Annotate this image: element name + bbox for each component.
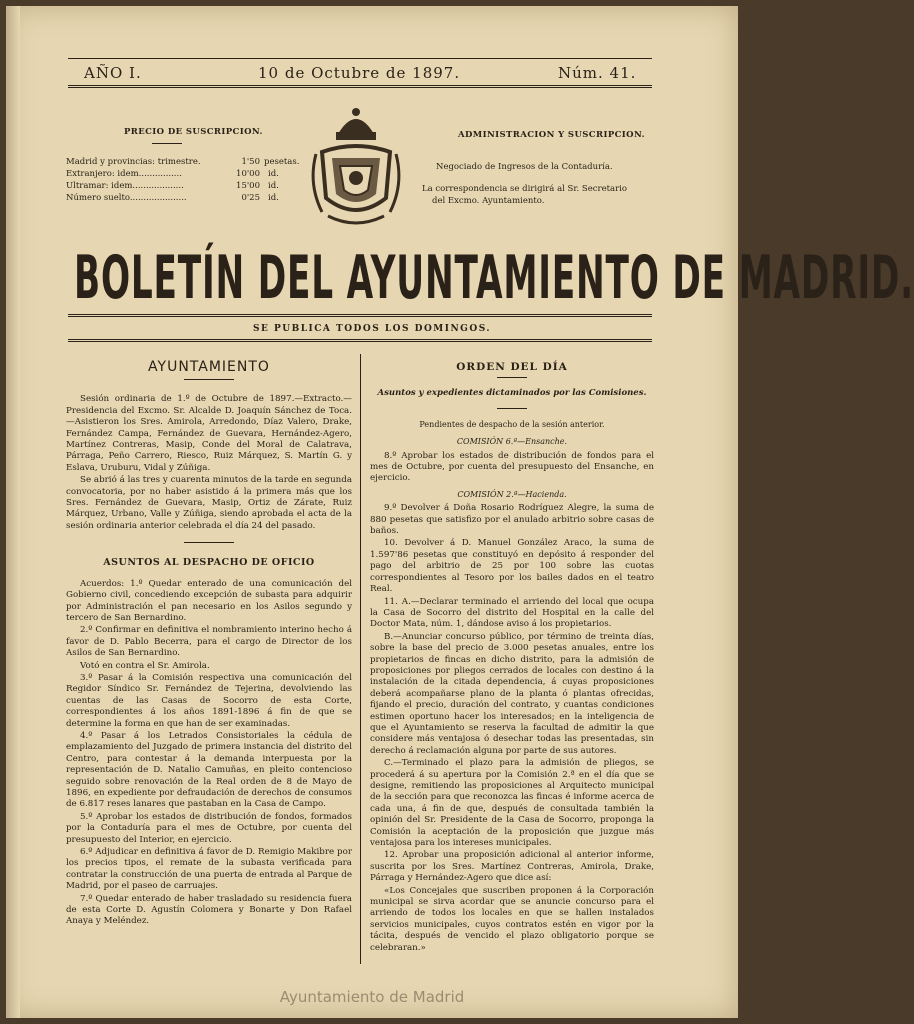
price-value: 15'00: [236, 181, 260, 191]
price-row: [66, 192, 316, 204]
issue-number: Núm. 41.: [558, 64, 637, 82]
column-divider: [360, 354, 361, 964]
price-row: [66, 180, 316, 192]
masthead-title: BOLETÍN DEL AYUNTAMIENTO DE MADRID.: [74, 244, 914, 313]
price-row: [66, 156, 316, 168]
subscription-table: [66, 156, 316, 204]
section-divider: [497, 408, 527, 409]
section-divider: [184, 542, 234, 543]
agreement-7: 7.º Quedar enterado de haber trasladado su residencia fuera de esta Corte D. Agustín Colomera y Bonarte y Don Rafael Anaya y Meléndez.: [66, 893, 352, 927]
agreement-3: 3.º Pasar á la Comisión respectiva una comunicación del Regidor Síndico Sr. Fernández de Tejerina, devolviendo las cuentas de las Casas de Socorro de esta Corte, correspondientes á los años 1891-1896 á fin de que se determine la forma en que han de ser examinadas.: [66, 672, 352, 729]
administration-heading: ADMINISTRACION Y SUSCRIPCION.: [458, 130, 645, 140]
administration-line3: del Excmo. Ayuntamiento.: [432, 196, 545, 206]
section-title-orden-del-dia: ORDEN DEL DÍA: [456, 361, 568, 373]
right-column: [370, 358, 654, 955]
agreement-2: 2.º Confirmar en definitiva el nombramiento interino hecho á favor de D. Pablo Becerra, para el cargo de Director de los Asilos de San Bernardino.: [66, 625, 352, 659]
left-column: [66, 358, 352, 929]
tagline: SE PUBLICA TODOS LOS DOMINGOS.: [252, 324, 492, 334]
agenda-subtitle: Asuntos y expedientes dictaminados por las Comisiones.: [377, 388, 647, 399]
year: AÑO I.: [84, 64, 142, 82]
coat-of-arms-icon: [308, 104, 404, 230]
agreement-6: 6.º Adjudicar en definitiva á favor de D. Remigio Makibre por los precios tipos, el remate de la subasta verificada para contratar la construcción de una puerta de entrada al Parque de Madrid, por el paseo de carruajes.: [66, 847, 352, 892]
newspaper-page: [6, 6, 914, 1018]
subscription-heading: PRECIO DE SUSCRIPCION.: [124, 127, 263, 137]
section-divider: [497, 377, 527, 378]
item-11b: B.—Anunciar concurso público, por término de treinta días, sobre la base del precio de 3.000 pesetas anuales, entre los propietarios de fincas en dicho distrito, para la admisión de proposiciones por pliegos cerrados de locales con destino á la instalación de la citada dependencia, á cuyas proposiciones deberá acompañarse plano de la planta ó plantas ofrecidas, fijando el precio, duración del contrato, y cuantas condiciones estimen oportuno hacer los interesados; en la inteligencia de que el Ayuntamiento se reserva la facultad de admitir la que considere más ventajosa ó desechar todas las presentadas, sin derecho á reclamación alguna por parte de sus autores.: [370, 631, 654, 756]
administration-line2: La correspondencia se dirigirá al Sr. Secretario: [422, 184, 628, 194]
item-12-quote: «Los Concejales que suscriben proponen á la Corporación municipal se sirva acordar que se anuncie concurso para el arriendo de todos los locales en que se hallen instalados servicios municipales, cuyos contratos estén en vigor por la tácita, después de vencido el plazo obligatorio porque se celebraran.»: [370, 885, 654, 953]
item-9: 9.º Devolver á Doña Rosario Rodríguez Alegre, la suma de 880 pesetas que satisfizo por el anulado arbitrio sobre casas de baños.: [370, 503, 654, 537]
item-8: 8.º Aprobar los estados de distribución de fondos para el mes de Octubre, por cuenta del presupuesto del Ensanche, en ejercicio.: [370, 450, 654, 484]
masthead-rule: [68, 314, 652, 320]
price-unit: id.: [268, 193, 279, 203]
price-label: Madrid y provincias: trimestre.: [66, 157, 201, 167]
subsection-title: ASUNTOS AL DESPACHO DE OFICIO: [103, 557, 315, 569]
price-label: Número suelto.....................: [66, 193, 187, 203]
price-label: Ultramar: idem...................: [66, 181, 184, 191]
agreement-1: Acuerdos: 1.º Quedar enterado de una comunicación del Gobierno civil, concediendo excepción de subasta para adquirir por Administración el pan necesario en los Asilos segundo y tercero de San Bernardino.: [66, 578, 352, 623]
price-row: [66, 168, 316, 180]
agreement-2-vote: Votó en contra el Sr. Amirola.: [80, 660, 210, 671]
commission-6: COMISIÓN 6.ª—Ensanche.: [456, 437, 568, 447]
price-unit: pesetas.: [264, 157, 300, 167]
commission-2: COMISIÓN 2.ª—Hacienda.: [457, 489, 567, 499]
price-label: Extranjero: idem................: [66, 169, 182, 179]
top-rule: [68, 58, 652, 59]
section-divider: [184, 379, 234, 380]
section-title-ayuntamiento: AYUNTAMIENTO: [148, 359, 270, 375]
page-spine: [6, 6, 20, 1018]
price-value: 0'25: [241, 193, 260, 203]
price-value: 10'00: [236, 169, 260, 179]
pending-note: Pendientes de despacho de la sesión anterior.: [419, 419, 605, 429]
item-11c: C.—Terminado el plazo para la admisión de pliegos, se procederá á su apertura por la Comisión 2.ª en el día que se designe, remitiendo las proposiciones al Arquitecto municipal de la sección para que reconozca las fincas é informe acerca de cada una, á fin de que, después de consultada también la opinión del Sr. Presidente de la Casa de Socorro, proponga la Comisión la aceptación de la proposición que juzgue más ventajosa para los intereses municipales.: [370, 758, 654, 849]
item-10: 10. Devolver á D. Manuel González Araco, la suma de 1.597'86 pesetas que constituyó en depósito á responder del pago del arbitrio de 25 por 100 sobre las cuotas correspondientes al Tesoro por los bailes dados en el teatro Real.: [370, 538, 654, 595]
session-summary: Sesión ordinaria de 1.º de Octubre de 1897.—Extracto.—Presidencia del Excmo. Sr. Alcalde D. Joaquín Sánchez de Toca.—Asistieron los Sres. Amirola, Arredondo, Díaz Valero, Drake, Fernández Campa, Fernández de Guevara, Hernández-Agero, Martínez Contreras, Masip, Conde del Moral de Calatrava, Párraga, Peño Carrero, Riesco, Ruiz Márquez, S. Martín G. y Eslava, Uruburu, Vidal y Zúñiga.: [66, 394, 352, 473]
agreement-5: 5.º Aprobar los estados de distribución de fondos, formados por la Contaduría para el mes de Octubre, por cuenta del presupuesto del Interior, en ejercicio.: [66, 811, 352, 845]
subscription-divider: [152, 143, 182, 144]
watermark: Ayuntamiento de Madrid: [279, 988, 465, 1006]
price-value: 1'50: [241, 157, 260, 167]
session-opening: Se abrió á las tres y cuarenta minutos de la tarde en segunda convocatoria, por no haber asistido á la primera más que los Sres. Fernández de Guevara, Masip, Ortiz de Zárate, Ruiz Márquez, Urbano, Valle y Zúñiga, siendo aprobada el acta de la sesión ordinaria anterior celebrada el día 24 del pasado.: [66, 475, 352, 531]
tagline-rule: [68, 339, 652, 345]
price-unit: id.: [268, 169, 279, 179]
item-11a: 11. A.—Declarar terminado el arriendo del local que ocupa la Casa de Socorro del distrito del Hospital en la calle del Doctor Mata, núm. 1, dándose aviso á los propietarios.: [370, 596, 654, 630]
header-rule: [68, 85, 652, 91]
administration-line1: Negociado de Ingresos de la Contaduría.: [436, 162, 613, 172]
item-12: 12. Aprobar una proposición adicional al anterior informe, suscrita por los Sres. Martínez Contreras, Amirola, Drake, Párraga y Hernández-Agero que dice así:: [370, 850, 654, 884]
agreement-4: 4.º Pasar á los Letrados Consistoriales la cédula de emplazamiento del Juzgado de primera instancia del distrito del Centro, para contestar á la demanda interpuesta por la representación de D. Natalio Camuñas, en pleito contencioso seguido sobre renovación de la Real orden de 8 de Mayo de 1896, en expediente por defraudación de derechos de consumos de 6.817 reses lanares que pastaban en la Casa de Campo.: [66, 730, 352, 810]
price-unit: id.: [268, 181, 279, 191]
date: 10 de Octubre de 1897.: [258, 64, 461, 82]
